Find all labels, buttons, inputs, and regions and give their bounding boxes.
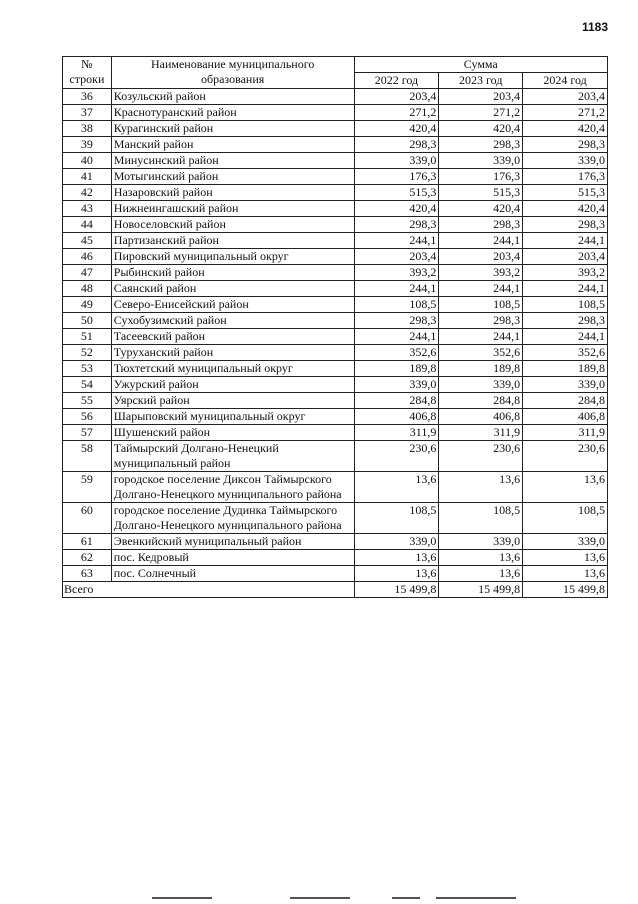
row-number: 44 bbox=[63, 217, 112, 233]
total-2022: 15 499,8 bbox=[354, 582, 439, 598]
table-row bbox=[63, 345, 608, 361]
table-row bbox=[63, 361, 608, 377]
row-value-2023: 352,6 bbox=[439, 345, 523, 361]
table-row bbox=[63, 472, 608, 503]
row-value-2023: 420,4 bbox=[439, 201, 523, 217]
row-value-2022: 420,4 bbox=[354, 201, 439, 217]
row-number: 56 bbox=[63, 409, 112, 425]
row-value-2023: 420,4 bbox=[439, 121, 523, 137]
row-value-2024: 298,3 bbox=[523, 313, 608, 329]
row-value-2022: 203,4 bbox=[354, 89, 439, 105]
row-value-2024: 339,0 bbox=[523, 153, 608, 169]
row-number: 43 bbox=[63, 201, 112, 217]
col-header-name-line2: образования bbox=[201, 72, 265, 86]
footer-rule bbox=[152, 897, 212, 899]
footer-rule bbox=[392, 897, 420, 899]
row-value-2023: 298,3 bbox=[439, 313, 523, 329]
row-value-2023: 244,1 bbox=[439, 281, 523, 297]
row-name: Таймырский Долгано-Ненецкий муниципальный район bbox=[111, 441, 354, 472]
row-value-2022: 406,8 bbox=[354, 409, 439, 425]
row-number: 41 bbox=[63, 169, 112, 185]
table-row bbox=[63, 550, 608, 566]
row-number: 62 bbox=[63, 550, 112, 566]
table-row bbox=[63, 137, 608, 153]
row-value-2024: 339,0 bbox=[523, 534, 608, 550]
header-row-1 bbox=[63, 57, 608, 73]
row-value-2022: 244,1 bbox=[354, 281, 439, 297]
row-value-2023: 176,3 bbox=[439, 169, 523, 185]
row-value-2022: 244,1 bbox=[354, 233, 439, 249]
row-number: 48 bbox=[63, 281, 112, 297]
row-number: 49 bbox=[63, 297, 112, 313]
row-name: Рыбинский район bbox=[111, 265, 354, 281]
row-value-2022: 393,2 bbox=[354, 265, 439, 281]
row-name: Сухобузимский район bbox=[111, 313, 354, 329]
row-value-2022: 189,8 bbox=[354, 361, 439, 377]
row-value-2024: 406,8 bbox=[523, 409, 608, 425]
footer-rule bbox=[290, 897, 350, 899]
row-value-2022: 176,3 bbox=[354, 169, 439, 185]
table-row bbox=[63, 169, 608, 185]
row-value-2023: 13,6 bbox=[439, 550, 523, 566]
row-value-2022: 203,4 bbox=[354, 249, 439, 265]
row-value-2024: 339,0 bbox=[523, 377, 608, 393]
row-value-2023: 108,5 bbox=[439, 503, 523, 534]
row-value-2023: 13,6 bbox=[439, 472, 523, 503]
table-row bbox=[63, 249, 608, 265]
row-value-2022: 339,0 bbox=[354, 377, 439, 393]
table-body bbox=[63, 89, 608, 582]
row-name: Краснотуранский район bbox=[111, 105, 354, 121]
row-number: 52 bbox=[63, 345, 112, 361]
row-value-2023: 203,4 bbox=[439, 249, 523, 265]
row-value-2022: 284,8 bbox=[354, 393, 439, 409]
total-row bbox=[63, 582, 608, 598]
row-value-2024: 13,6 bbox=[523, 472, 608, 503]
row-value-2024: 244,1 bbox=[523, 233, 608, 249]
table-row bbox=[63, 217, 608, 233]
row-name: Назаровский район bbox=[111, 185, 354, 201]
row-value-2023: 271,2 bbox=[439, 105, 523, 121]
col-header-number-line2: строки bbox=[69, 72, 105, 86]
table-row bbox=[63, 265, 608, 281]
row-number: 45 bbox=[63, 233, 112, 249]
row-value-2023: 108,5 bbox=[439, 297, 523, 313]
row-number: 63 bbox=[63, 566, 112, 582]
row-value-2022: 339,0 bbox=[354, 534, 439, 550]
table-row bbox=[63, 105, 608, 121]
row-value-2023: 515,3 bbox=[439, 185, 523, 201]
row-name: Нижнеингашский район bbox=[111, 201, 354, 217]
row-number: 38 bbox=[63, 121, 112, 137]
row-name: Туруханский район bbox=[111, 345, 354, 361]
row-value-2022: 298,3 bbox=[354, 137, 439, 153]
col-header-sum: Сумма bbox=[354, 57, 607, 73]
row-number: 42 bbox=[63, 185, 112, 201]
row-name: Новоселовский район bbox=[111, 217, 354, 233]
table-row bbox=[63, 329, 608, 345]
table-row bbox=[63, 566, 608, 582]
row-number: 37 bbox=[63, 105, 112, 121]
row-name: городское поселение Диксон Таймырского Долгано-Ненецкого муниципального района bbox=[111, 472, 354, 503]
row-name: Манский район bbox=[111, 137, 354, 153]
col-header-number-line1: № bbox=[81, 57, 93, 71]
row-value-2024: 298,3 bbox=[523, 217, 608, 233]
row-name: Тюхтетский муниципальный округ bbox=[111, 361, 354, 377]
row-value-2024: 271,2 bbox=[523, 105, 608, 121]
row-value-2024: 515,3 bbox=[523, 185, 608, 201]
row-value-2023: 298,3 bbox=[439, 137, 523, 153]
row-value-2022: 298,3 bbox=[354, 217, 439, 233]
row-value-2024: 13,6 bbox=[523, 566, 608, 582]
row-value-2024: 203,4 bbox=[523, 249, 608, 265]
col-header-2024: 2024 год bbox=[523, 73, 608, 89]
row-value-2024: 189,8 bbox=[523, 361, 608, 377]
row-number: 40 bbox=[63, 153, 112, 169]
table-row bbox=[63, 185, 608, 201]
table-row bbox=[63, 503, 608, 534]
row-name: Минусинский район bbox=[111, 153, 354, 169]
row-value-2023: 189,8 bbox=[439, 361, 523, 377]
table-row bbox=[63, 409, 608, 425]
row-name: Курагинский район bbox=[111, 121, 354, 137]
row-value-2022: 311,9 bbox=[354, 425, 439, 441]
row-value-2024: 244,1 bbox=[523, 329, 608, 345]
row-name: Козульский район bbox=[111, 89, 354, 105]
row-number: 50 bbox=[63, 313, 112, 329]
row-value-2023: 298,3 bbox=[439, 217, 523, 233]
row-value-2022: 298,3 bbox=[354, 313, 439, 329]
row-number: 36 bbox=[63, 89, 112, 105]
row-name: Эвенкийский муниципальный район bbox=[111, 534, 354, 550]
row-value-2024: 298,3 bbox=[523, 137, 608, 153]
row-number: 51 bbox=[63, 329, 112, 345]
row-value-2024: 108,5 bbox=[523, 297, 608, 313]
row-value-2023: 284,8 bbox=[439, 393, 523, 409]
total-2024: 15 499,8 bbox=[523, 582, 608, 598]
row-name: Ужурский район bbox=[111, 377, 354, 393]
row-number: 61 bbox=[63, 534, 112, 550]
row-value-2023: 339,0 bbox=[439, 534, 523, 550]
row-value-2022: 13,6 bbox=[354, 472, 439, 503]
row-number: 59 bbox=[63, 472, 112, 503]
row-value-2024: 203,4 bbox=[523, 89, 608, 105]
row-number: 58 bbox=[63, 441, 112, 472]
col-header-2022: 2022 год bbox=[354, 73, 439, 89]
table-row bbox=[63, 121, 608, 137]
table-row bbox=[63, 441, 608, 472]
row-number: 54 bbox=[63, 377, 112, 393]
table-row bbox=[63, 393, 608, 409]
col-header-2023: 2023 год bbox=[439, 73, 523, 89]
table-row bbox=[63, 201, 608, 217]
row-value-2022: 244,1 bbox=[354, 329, 439, 345]
row-name: Пировский муниципальный округ bbox=[111, 249, 354, 265]
row-value-2024: 284,8 bbox=[523, 393, 608, 409]
row-number: 53 bbox=[63, 361, 112, 377]
table-row bbox=[63, 534, 608, 550]
row-value-2023: 230,6 bbox=[439, 441, 523, 472]
row-value-2022: 13,6 bbox=[354, 566, 439, 582]
row-number: 39 bbox=[63, 137, 112, 153]
row-value-2024: 13,6 bbox=[523, 550, 608, 566]
row-name: Партизанский район bbox=[111, 233, 354, 249]
row-value-2022: 271,2 bbox=[354, 105, 439, 121]
row-name: Мотыгинский район bbox=[111, 169, 354, 185]
row-value-2023: 244,1 bbox=[439, 233, 523, 249]
row-number: 60 bbox=[63, 503, 112, 534]
col-header-number bbox=[63, 57, 112, 89]
row-name: пос. Солнечный bbox=[111, 566, 354, 582]
row-name: Шарыповский муниципальный округ bbox=[111, 409, 354, 425]
row-number: 55 bbox=[63, 393, 112, 409]
row-value-2023: 339,0 bbox=[439, 377, 523, 393]
table-row bbox=[63, 89, 608, 105]
table-row bbox=[63, 313, 608, 329]
row-value-2022: 515,3 bbox=[354, 185, 439, 201]
page-number: 1183 bbox=[581, 20, 608, 34]
row-value-2023: 406,8 bbox=[439, 409, 523, 425]
col-header-name bbox=[111, 57, 354, 89]
row-value-2024: 352,6 bbox=[523, 345, 608, 361]
row-value-2024: 108,5 bbox=[523, 503, 608, 534]
row-value-2024: 176,3 bbox=[523, 169, 608, 185]
row-value-2023: 339,0 bbox=[439, 153, 523, 169]
row-name: Шушенский район bbox=[111, 425, 354, 441]
row-name: Саянский район bbox=[111, 281, 354, 297]
table-row bbox=[63, 377, 608, 393]
row-value-2022: 13,6 bbox=[354, 550, 439, 566]
row-value-2023: 203,4 bbox=[439, 89, 523, 105]
row-value-2022: 108,5 bbox=[354, 503, 439, 534]
row-value-2024: 420,4 bbox=[523, 121, 608, 137]
row-value-2024: 244,1 bbox=[523, 281, 608, 297]
row-number: 57 bbox=[63, 425, 112, 441]
row-name: Северо-Енисейский район bbox=[111, 297, 354, 313]
row-value-2022: 108,5 bbox=[354, 297, 439, 313]
row-name: пос. Кедровый bbox=[111, 550, 354, 566]
table-row bbox=[63, 153, 608, 169]
table-row bbox=[63, 281, 608, 297]
row-value-2023: 13,6 bbox=[439, 566, 523, 582]
row-value-2022: 420,4 bbox=[354, 121, 439, 137]
table-row bbox=[63, 233, 608, 249]
row-value-2024: 420,4 bbox=[523, 201, 608, 217]
row-value-2022: 352,6 bbox=[354, 345, 439, 361]
row-value-2023: 311,9 bbox=[439, 425, 523, 441]
footer-rule bbox=[436, 897, 516, 899]
table-row bbox=[63, 425, 608, 441]
row-value-2023: 393,2 bbox=[439, 265, 523, 281]
row-value-2023: 244,1 bbox=[439, 329, 523, 345]
row-value-2022: 230,6 bbox=[354, 441, 439, 472]
row-name: Уярский район bbox=[111, 393, 354, 409]
row-name: Тасеевский район bbox=[111, 329, 354, 345]
row-number: 47 bbox=[63, 265, 112, 281]
row-name: городское поселение Дудинка Таймырского Долгано-Ненецкого муниципального района bbox=[111, 503, 354, 534]
row-value-2022: 339,0 bbox=[354, 153, 439, 169]
col-header-name-line1: Наименование муниципального bbox=[150, 57, 315, 71]
row-value-2024: 393,2 bbox=[523, 265, 608, 281]
total-label: Всего bbox=[63, 582, 355, 598]
total-2023: 15 499,8 bbox=[439, 582, 523, 598]
row-number: 46 bbox=[63, 249, 112, 265]
row-value-2024: 230,6 bbox=[523, 441, 608, 472]
row-value-2024: 311,9 bbox=[523, 425, 608, 441]
budget-table bbox=[62, 56, 608, 598]
table-row bbox=[63, 297, 608, 313]
